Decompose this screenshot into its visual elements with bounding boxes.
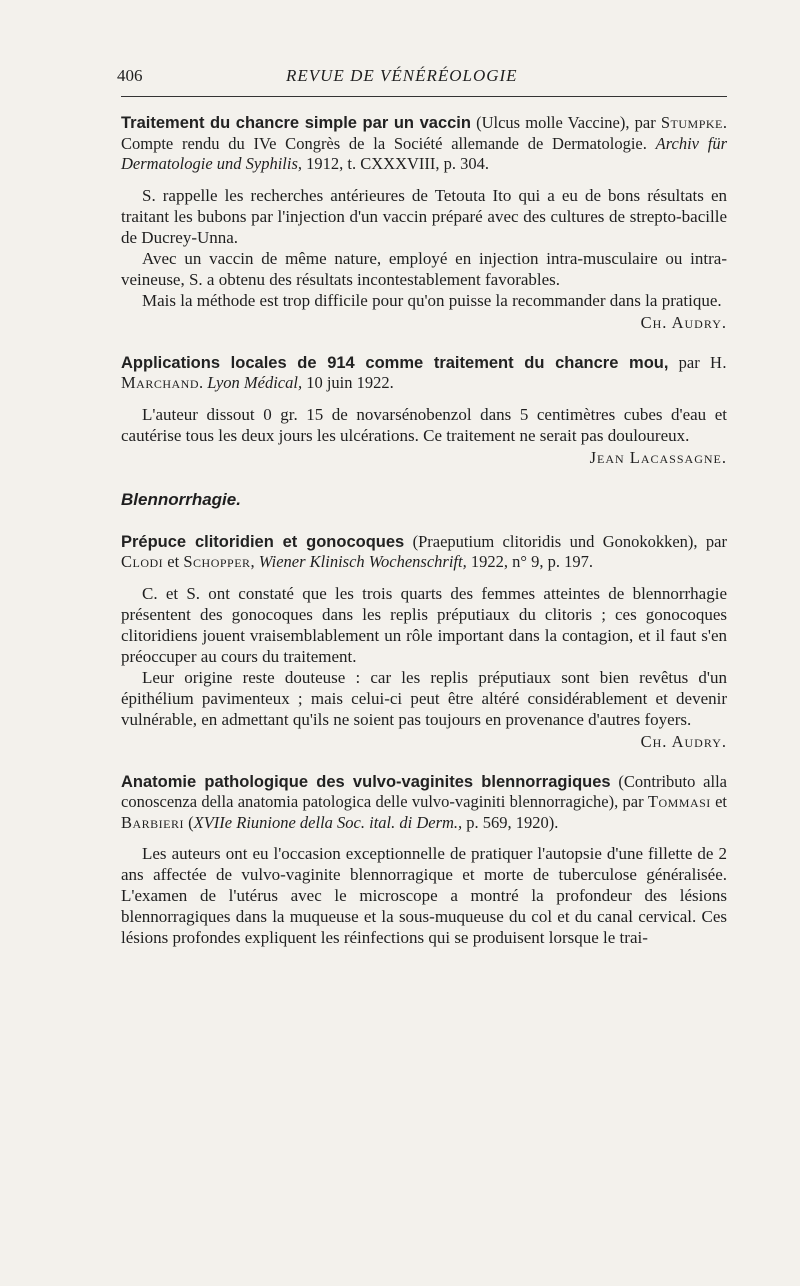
paragraph: Avec un vaccin de même nature, employé en injection intra-musculaire ou intra-veineuse, S. a obtenu des résultats incontestablement favorables. — [121, 248, 727, 289]
reference-text: ( — [184, 812, 194, 832]
reference-text: p. 569, 1920). — [462, 812, 559, 832]
review-chancre-vaccin — [121, 113, 727, 333]
reference-line — [121, 113, 727, 175]
paragraph: Leur origine reste douteuse : car les replis préputiaux sont bien revêtus d'un épithélium pavimenteux ; mais celui-ci peut être altéré considérablement et devenir vulnérable, en admettant qu'ils ne soient pas toujours en provenance d'autres foyers. — [121, 667, 727, 729]
author-name: Tommasi — [647, 792, 711, 811]
article-heading: Prépuce clitoridien et gonocoques — [121, 532, 405, 551]
author-name: Barbieri — [121, 812, 185, 832]
reference-text: , — [250, 552, 259, 571]
review-vulvo-vaginites — [121, 772, 727, 949]
article-heading: Anatomie pathologique des vulvo-vaginites blennorragiques — [121, 772, 611, 791]
running-header — [117, 62, 727, 96]
author-name: Clodi — [121, 552, 164, 571]
reference-text: et — [710, 792, 727, 811]
journal-title: REVUE DE VÉNÉRÉOLOGIE — [286, 66, 518, 85]
review-914-chancre — [121, 353, 727, 468]
reference-line — [121, 772, 727, 834]
article-heading: Applications locales de 914 comme traitement du chancre mou, — [121, 353, 669, 372]
paragraph: Mais la méthode est trop difficile pour qu'on puisse la recommander dans la pratique. — [142, 290, 722, 310]
reviewer-signature: Ch. Audry. — [640, 312, 727, 332]
header-rule — [121, 96, 727, 97]
reviewer-signature: Jean Lacassagne. — [589, 447, 727, 467]
journal-name: Archiv für Dermatologie und Syphilis, — [121, 133, 727, 173]
review-prepuce-gonocoques — [121, 532, 727, 752]
journal-name: Wiener Klinisch Wochenschrift, — [258, 552, 467, 571]
author-name: Schopper — [183, 552, 251, 571]
reference-text: 10 juin 1922. — [302, 373, 394, 392]
reference-text: 1912, t. CXXXVIII, p. 304. — [302, 154, 490, 173]
journal-name: XVIIe Riunione della Soc. ital. di Derm., — [193, 812, 463, 832]
author-name: H. Marchand — [121, 352, 727, 392]
reference-text: 1922, n° 9, p. 197. — [466, 552, 593, 571]
reference-text: . Compte rendu du IVe Congrès de la Société allemande de Dermatologie. — [121, 113, 727, 153]
page-content — [117, 62, 727, 948]
reference-text: et — [163, 552, 184, 571]
author-name: Stumpke — [660, 113, 723, 132]
reference-text: . — [199, 373, 208, 392]
reviewer-signature: Ch. Audry. — [640, 731, 727, 751]
paragraph: S. rappelle les recherches antérieures de Tetouta Ito qui a eu de bons résultats en traitant les bubons par l'injection d'un vaccin préparé avec des cultures de strepto-bacille de Ducrey-Unna. — [121, 185, 727, 247]
paragraph: C. et S. ont constaté que les trois quarts des femmes atteintes de blennorrhagie présentent des gonocoques dans les replis préputiaux du clitoris ; ces gonocoques clitoridiens jouent vraisemblablement un rôle important dans la contagion, et il faut s'en préoccuper au cours du traitement. — [121, 583, 727, 666]
reference-text: (Praeputium clitoridis und Gonokokken), par — [404, 531, 727, 551]
paragraph: Les auteurs ont eu l'occasion exceptionnelle de pratiquer l'autopsie d'une fillette de 2 ans affectée de vulvo-vaginite blennorragique et morte de tuberculose généralisée. L'examen de l'utérus avec le microscope a montré la profondeur des lésions blennorragiques dans la muqueuse et la sous-muqueuse du col et du canal cervical. Ces lésions profondes expliquent les réinfections qui se produisent lorsque le trai- — [121, 844, 727, 947]
journal-name: Lyon Médical, — [207, 373, 303, 392]
reference-text: (Contributo alla conoscenza della anatomia patologica delle vulvo-vaginiti blennorragiche), par — [121, 771, 727, 811]
paragraph: L'auteur dissout 0 gr. 15 de novarsénobenzol dans 5 centimètres cubes d'eau et cautérise tous les deux jours les ulcérations. Ce traitement ne serait pas douloureux. — [121, 404, 727, 445]
reference-text: par — [668, 352, 710, 372]
reference-line — [121, 532, 727, 573]
page-number: 406 — [117, 66, 143, 85]
article-heading: Traitement du chancre simple par un vaccin — [121, 114, 471, 132]
category-heading: Blennorrhagie. — [121, 489, 241, 509]
reference-text: (Ulcus molle Vaccine), par — [470, 113, 661, 132]
reference-line — [121, 353, 727, 394]
